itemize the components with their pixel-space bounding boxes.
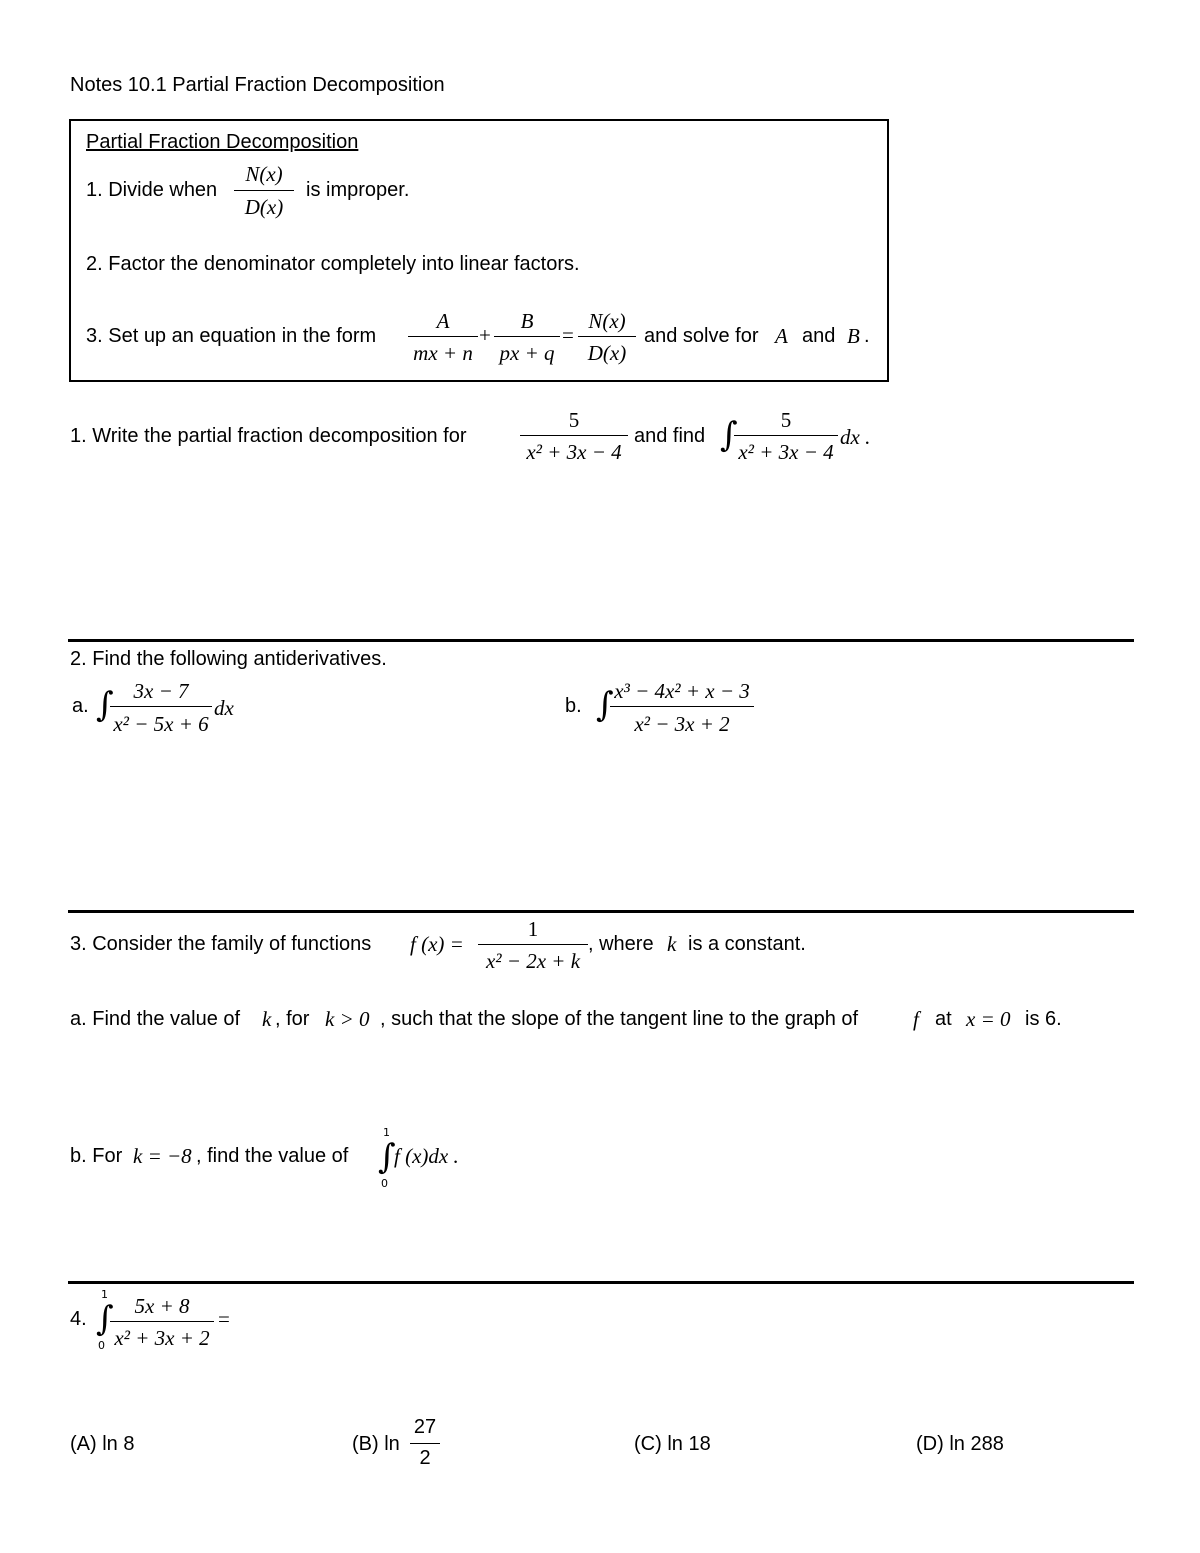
q3a-text2: , for <box>275 1008 310 1030</box>
q2a-fraction <box>110 678 212 740</box>
q1-int-denominator: x² + 3x − 4 <box>738 440 834 464</box>
fraction-bar <box>410 1443 440 1444</box>
choice-b-label: (B) ln <box>352 1433 400 1455</box>
step3-prefix: 3. Set up an equation in the form <box>86 325 377 347</box>
step3-var-b: B <box>847 324 860 348</box>
step1-denominator: D(x) <box>244 195 284 219</box>
q3a-at: at <box>935 1008 952 1030</box>
q3-prefix: 3. Consider the family of functions <box>70 933 372 955</box>
step1-fraction <box>234 160 294 226</box>
q1-fraction <box>520 407 628 469</box>
q1-integrand-fraction <box>734 407 838 469</box>
q1-denominator: x² + 3x − 4 <box>526 440 622 464</box>
fraction-bar <box>520 435 628 436</box>
step3-var-a: A <box>775 324 788 348</box>
q3b-integrand: f (x)dx . <box>394 1144 459 1168</box>
q4-denominator: x² + 3x + 2 <box>114 1326 210 1350</box>
equals-sign: = <box>562 323 574 347</box>
step3-a-denominator: mx + n <box>413 341 473 365</box>
step1-prefix: 1. Divide when <box>86 179 218 201</box>
fraction-bar <box>478 944 588 945</box>
q3a-text1: a. Find the value of <box>70 1008 241 1030</box>
step3-and-solve: and solve for <box>644 325 759 347</box>
fraction-bar <box>234 190 294 191</box>
step1-numerator: N(x) <box>245 162 283 186</box>
q2b-numerator: x³ − 4x² + x − 3 <box>614 679 750 703</box>
q1-int-numerator: 5 <box>780 408 792 432</box>
q3b-text2: , find the value of <box>196 1145 349 1167</box>
q4-numerator: 5x + 8 <box>134 1294 190 1318</box>
q2b-denominator: x² − 3x + 2 <box>634 712 730 736</box>
q1-middle: and find <box>634 425 706 447</box>
q3a-k: k <box>262 1007 272 1031</box>
fraction-bar <box>494 336 560 337</box>
choice-c: (C) ln 18 <box>634 1433 711 1455</box>
step3-a-numerator: A <box>436 309 450 333</box>
integral-sign: ∫ <box>96 1299 114 1339</box>
step3-d-denominator: D(x) <box>587 341 627 365</box>
q3a-text4: is 6. <box>1025 1008 1062 1030</box>
q2a-label: a. <box>72 695 89 717</box>
step3-fraction-b <box>494 308 560 368</box>
q2a-denominator: x² − 5x + 6 <box>113 712 209 736</box>
q2a-dx: dx <box>214 696 234 720</box>
integral-sign: ∫ <box>596 685 614 725</box>
integral-sign: ∫ <box>378 1137 396 1177</box>
q3-denominator: x² − 2x + k <box>485 949 581 973</box>
q3-numerator: 1 <box>527 917 539 941</box>
step2-text: 2. Factor the denominator completely into linear factors. <box>86 253 580 275</box>
fraction-bar <box>610 706 754 707</box>
choice-a: (A) ln 8 <box>70 1433 135 1455</box>
q3-fraction <box>478 916 588 978</box>
q4-lower-limit: 0 <box>98 1339 105 1352</box>
choice-b-fraction <box>410 1416 440 1476</box>
q3a-x0: x = 0 <box>966 1007 1011 1031</box>
choice-b-denominator: 2 <box>419 1447 431 1469</box>
q1-prefix: 1. Write the partial fraction decomposition for <box>70 425 467 447</box>
step3-and: and <box>802 325 836 347</box>
q3b-lower-limit: 0 <box>381 1177 388 1190</box>
fraction-bar <box>110 1321 214 1322</box>
q4-label: 4. <box>70 1308 87 1330</box>
choice-d: (D) ln 288 <box>916 1433 1004 1455</box>
step3-fraction-a <box>408 308 478 368</box>
fraction-bar <box>578 336 636 337</box>
step3-b-numerator: B <box>520 309 534 333</box>
q3-function: f (x) = <box>410 932 464 956</box>
fraction-bar <box>734 435 838 436</box>
q1-dx: dx . <box>840 425 871 449</box>
step1-suffix: is improper. <box>306 179 410 201</box>
section-divider <box>68 910 1134 913</box>
section-divider <box>68 1281 1134 1284</box>
q4-equals: = <box>218 1307 230 1331</box>
step3-b-denominator: px + q <box>499 341 555 365</box>
integral-sign: ∫ <box>96 685 114 725</box>
q2b-fraction <box>610 678 754 740</box>
q4-upper-limit: 1 <box>101 1288 108 1301</box>
q3a-condition: k > 0 <box>325 1007 370 1031</box>
integral-sign: ∫ <box>720 415 738 455</box>
q3-where: , where <box>588 933 654 955</box>
q2b-label: b. <box>565 695 582 717</box>
step3-fraction-n-over-d <box>578 308 636 368</box>
q3b-condition: k = −8 <box>133 1144 192 1168</box>
q3b-text1: b. For <box>70 1145 123 1167</box>
q3b-upper-limit: 1 <box>383 1126 390 1139</box>
step3-period: . <box>864 325 870 347</box>
box-heading: Partial Fraction Decomposition <box>86 131 359 153</box>
choice-b-numerator: 27 <box>413 1416 437 1438</box>
fraction-bar <box>408 336 478 337</box>
q4-fraction <box>110 1293 214 1355</box>
page-title: Notes 10.1 Partial Fraction Decomposition <box>70 74 445 96</box>
step3-n-numerator: N(x) <box>588 309 626 333</box>
q1-numerator: 5 <box>568 408 580 432</box>
q2a-numerator: 3x − 7 <box>133 679 189 703</box>
section-divider <box>68 639 1134 642</box>
plus-sign: + <box>479 323 491 347</box>
q3a-text3: , such that the slope of the tangent line to the graph of <box>380 1008 859 1030</box>
q3-k: k <box>667 932 677 956</box>
q3a-f: f <box>913 1007 919 1031</box>
fraction-bar <box>110 706 212 707</box>
q3-constant: is a constant. <box>688 933 806 955</box>
q2-prompt: 2. Find the following antiderivatives. <box>70 648 387 670</box>
